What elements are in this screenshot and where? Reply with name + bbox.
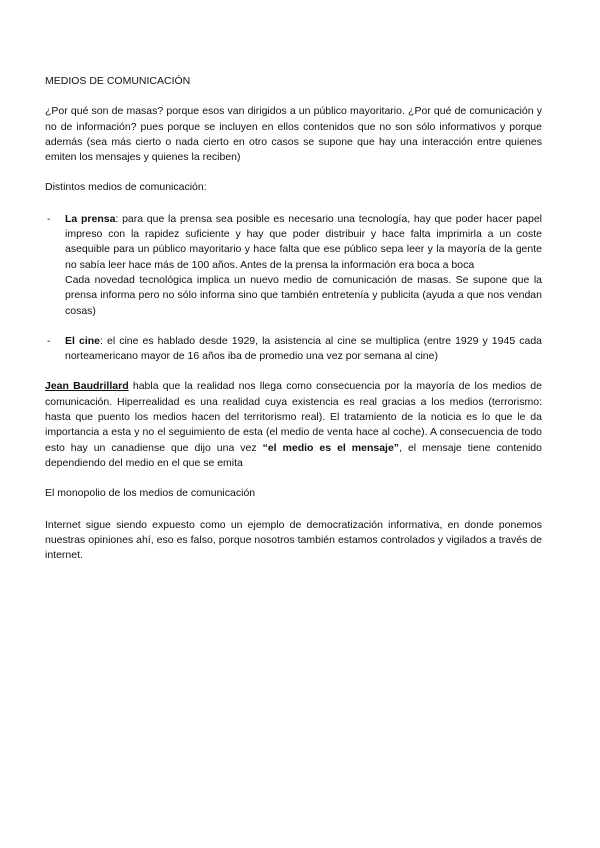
prensa-description: : para que la prensa sea posible es necesario una tecnología, hay que poder hacer papel impreso con la rapidez suficiente y hay que poder distribuir y hace falta imprimirla a un coste asequible para un público mayoritario y hace falta que ese público sepa leer y la mayoría de la gente no sabía leer hace más de 100 años. Antes de la prensa la información era boca a boca	[65, 212, 542, 271]
cine-description: : el cine es hablado desde 1929, la asistencia al cine se multiplica (entre 1929 y 1945 cada norteamericano mayor de 16 años iba de promedio una vez por semana al cine)	[65, 334, 542, 363]
list-item-body	[65, 212, 542, 319]
document-title: MEDIOS DE COMUNICACIÓN	[45, 75, 191, 87]
list-item-text	[65, 334, 542, 365]
prensa-description-continued: Cada novedad tecnológica implica un nuevo medio de comunicación de masas. Se supone que la prensa informa pero no sólo informa sino que también entretenía y publicita (ayuda a que nos vendan cosas)	[65, 273, 542, 317]
list-item-text	[65, 212, 542, 273]
term-prensa: La prensa	[65, 212, 116, 225]
list-intro: Distintos medios de comunicación:	[45, 181, 207, 194]
list-item-cine	[45, 334, 542, 365]
quote-text: “el medio es el mensaje”	[262, 441, 400, 454]
term-cine: El cine	[65, 334, 100, 347]
internet-paragraph: Internet sigue siendo expuesto como un ejemplo de democratización informativa, en donde ponemos nuestras opiniones ahí, eso es falso, porque nosotros también estamos controlados y vigilados a través de internet.	[45, 518, 542, 562]
list-item-prensa	[45, 212, 542, 319]
baudrillard-text: habla que la realidad nos llega como consecuencia por la mayoría de los medios de comunicación. Hiperrealidad es una realidad cuya existencia es real gracias a los medios (terrorismo: hasta que puento los medios hacen del territorismo real). El tratamiento de la noticia es lo que le da importancia a esta y no el seguimiento de esta (el medio de venta hace al coche). A consecuencia de todo esto hay un canadiense que dijo una vez	[45, 380, 542, 454]
baudrillard-text-end: , el mensaje tiene contenido dependiendo del medio en el que se emita	[45, 441, 542, 469]
list-bullet: -	[47, 334, 51, 347]
intro-paragraph: ¿Por qué son de masas? porque esos van dirigidos a un público mayoritario. ¿Por qué de comunicación y no de información? pues porque se incluyen en ellos contenidos que no son sólo informativos y porque además (sea más cierto o nada cierto en otro casos se supone que hay una interacción entre quienes emiten los mensajes y quienes la reciben)	[45, 105, 542, 164]
author-name: Jean Baudrillard	[45, 380, 129, 393]
baudrillard-paragraph	[45, 379, 542, 471]
section-heading: El monopolio de los medios de comunicación	[45, 487, 256, 500]
list-bullet: -	[47, 212, 51, 225]
list-item-body	[65, 334, 542, 365]
